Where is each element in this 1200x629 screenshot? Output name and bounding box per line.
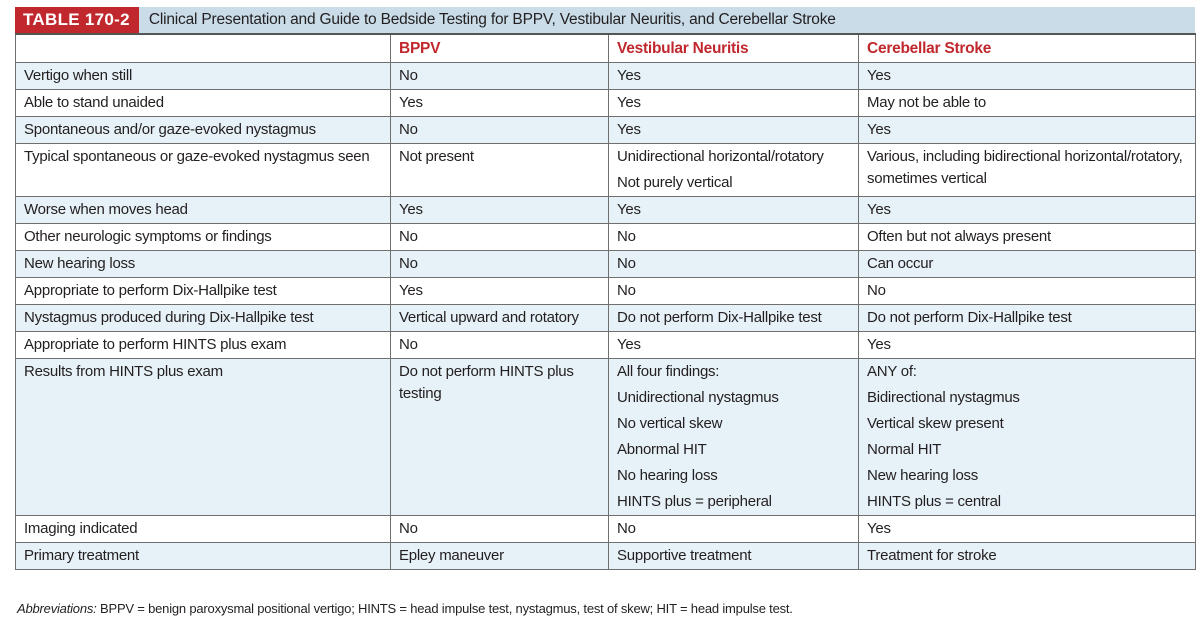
cell-text: Able to stand unaided [24,94,164,111]
cell-text: Appropriate to perform Dix-Hallpike test [24,282,277,299]
cell-text: Not purely vertical [617,174,733,191]
cell-text: No [617,282,636,299]
neuritis-cell [609,251,859,278]
bppv-cell [391,90,609,117]
cell-text: Nystagmus produced during Dix-Hallpike test [24,309,314,326]
header-cell-bppv: BPPV [391,34,609,63]
table-body [16,63,1196,570]
cell-text: Supportive treatment [617,547,752,564]
feature-cell [16,197,391,224]
cell-text: Do not perform HINTS plus testing [399,363,574,402]
cell-text: Do not perform Dix-Hallpike test [617,309,822,326]
table-row [16,332,1196,359]
cell-text: No [399,121,418,138]
stroke-cell [859,90,1196,117]
cell-text: Unidirectional nystagmus [617,389,779,406]
cell-text: Various, including bidirectional horizontal/rotatory, sometimes vertical [867,148,1183,187]
cell-text: Appropriate to perform HINTS plus exam [24,336,287,353]
feature-cell [16,278,391,305]
cell-text: No [617,228,636,245]
neuritis-cell [609,332,859,359]
cell-text: Worse when moves head [24,201,188,218]
cell-text: Yes [399,282,423,299]
feature-cell [16,516,391,543]
cell-text: Results from HINTS plus exam [24,363,223,380]
cell-text: No [399,67,418,84]
table-row [16,305,1196,332]
cell-text: HINTS plus = central [867,493,1001,510]
cell-text: No [399,255,418,272]
feature-cell [16,305,391,332]
neuritis-cell [609,305,859,332]
table-header-row [16,34,1196,63]
stroke-cell [859,63,1196,90]
cell-text: Primary treatment [24,547,139,564]
cell-text: May not be able to [867,94,986,111]
feature-cell [16,144,391,197]
neuritis-cell [609,117,859,144]
cell-text: No [399,228,418,245]
cell-text: No [399,336,418,353]
neuritis-cell [609,278,859,305]
table-row [16,224,1196,251]
cell-text: New hearing loss [24,255,136,272]
cell-text: Spontaneous and/or gaze-evoked nystagmus [24,121,316,138]
cell-text: Yes [867,201,891,218]
feature-cell [16,359,391,516]
footnote-label: Abbreviations: [17,601,97,616]
cell-text: No [617,255,636,272]
cell-text: No hearing loss [617,467,718,484]
cell-text: No [867,282,886,299]
table-row [16,144,1196,197]
bppv-cell [391,305,609,332]
stroke-cell [859,197,1196,224]
bppv-cell [391,117,609,144]
stroke-cell [859,543,1196,570]
table-row [16,359,1196,516]
bppv-cell [391,144,609,197]
header-cell-feature [16,34,391,63]
cell-text: New hearing loss [867,467,979,484]
neuritis-cell [609,359,859,516]
bppv-cell [391,278,609,305]
table-row [16,251,1196,278]
bppv-cell [391,543,609,570]
header-cell-stroke: Cerebellar Stroke [859,34,1196,63]
bppv-cell [391,359,609,516]
cell-text: Other neurologic symptoms or findings [24,228,272,245]
cell-text: Not present [399,148,474,165]
table-row [16,63,1196,90]
cell-text: Yes [867,67,891,84]
bppv-cell [391,251,609,278]
feature-cell [16,90,391,117]
bppv-cell [391,197,609,224]
cell-text: Yes [617,336,641,353]
cell-text: Treatment for stroke [867,547,997,564]
cell-text: Yes [399,201,423,218]
cell-text: No vertical skew [617,415,723,432]
feature-cell [16,63,391,90]
abbreviations-footnote [17,601,793,616]
cell-text: ANY of: [867,363,917,380]
neuritis-cell [609,516,859,543]
neuritis-cell [609,144,859,197]
bppv-cell [391,224,609,251]
cell-text: Unidirectional horizontal/rotatory [617,148,824,165]
comparison-table [15,33,1196,570]
cell-text: Yes [617,121,641,138]
footnote-text: BPPV = benign paroxysmal positional vertigo; HINTS = head impulse test, nystagmus, test of skew; HIT = head impulse test. [96,601,793,616]
cell-text: Yes [867,336,891,353]
cell-text: Yes [617,94,641,111]
table-row [16,278,1196,305]
cell-text: Vertical skew present [867,415,1004,432]
stroke-cell [859,305,1196,332]
cell-text: Abnormal HIT [617,441,707,458]
stroke-cell [859,359,1196,516]
feature-cell [16,251,391,278]
table-title: Clinical Presentation and Guide to Bedside Testing for BPPV, Vestibular Neuritis, and Cerebellar Stroke [148,11,836,28]
cell-text: No [399,520,418,537]
cell-text: All four findings: [617,363,720,380]
cell-text: Bidirectional nystagmus [867,389,1020,406]
table-title-bar [15,7,1195,33]
bppv-cell [391,516,609,543]
cell-text: Yes [617,67,641,84]
table-row [16,117,1196,144]
table-row [16,543,1196,570]
cell-text: Imaging indicated [24,520,138,537]
neuritis-cell [609,224,859,251]
cell-text: Vertigo when still [24,67,133,84]
cell-text: Can occur [867,255,934,272]
cell-text: Epley maneuver [399,547,504,564]
stroke-cell [859,278,1196,305]
stroke-cell [859,516,1196,543]
stroke-cell [859,117,1196,144]
cell-text: Yes [867,520,891,537]
neuritis-cell [609,197,859,224]
stroke-cell [859,251,1196,278]
feature-cell [16,543,391,570]
neuritis-cell [609,543,859,570]
table-row [16,197,1196,224]
cell-text: Yes [399,94,423,111]
stroke-cell [859,224,1196,251]
feature-cell [16,224,391,251]
table-row [16,90,1196,117]
table-number-label: TABLE 170-2 [15,7,139,33]
table-row [16,516,1196,543]
cell-text: Normal HIT [867,441,942,458]
cell-text: No [617,520,636,537]
stroke-cell [859,144,1196,197]
feature-cell [16,332,391,359]
cell-text: Typical spontaneous or gaze-evoked nystagmus seen [24,148,370,165]
neuritis-cell [609,63,859,90]
cell-text: Often but not always present [867,228,1051,245]
cell-text: HINTS plus = peripheral [617,493,772,510]
neuritis-cell [609,90,859,117]
cell-text: Yes [617,201,641,218]
bppv-cell [391,332,609,359]
feature-cell [16,117,391,144]
cell-text: Yes [867,121,891,138]
header-cell-neuritis: Vestibular Neuritis [609,34,859,63]
stroke-cell [859,332,1196,359]
cell-text: Vertical upward and rotatory [399,309,579,326]
cell-text: Do not perform Dix-Hallpike test [867,309,1072,326]
bppv-cell [391,63,609,90]
